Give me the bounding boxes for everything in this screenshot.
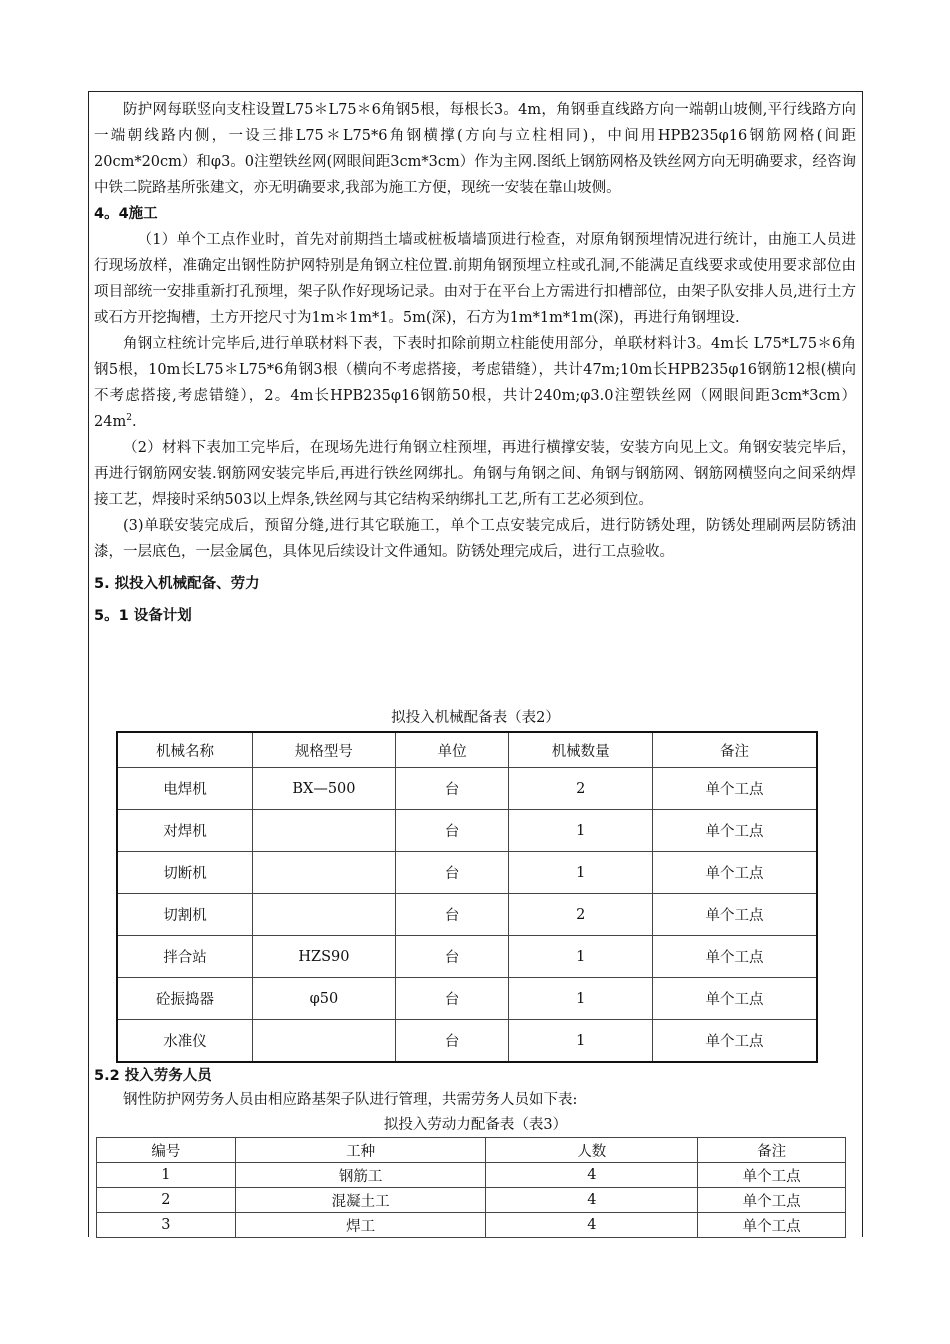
paragraph-labor-intro: 钢性防护网劳务人员由相应路基架子队进行管理，共需劳务人员如下表: bbox=[123, 1092, 578, 1108]
cell-spec bbox=[253, 1020, 396, 1063]
paragraph-step-1: （1）单个工点作业时，首先对前期挡土墙或桩板墙墙顶进行检查，对原角钢预埋情况进行统计，由施工人员进行现场放样，准确定出钢性防护网特别是角钢立柱位置.前期角钢预埋立柱或孔洞,不能满足直线要求或使用要求部位由项目部统一安排重新打孔预埋，架子队作好现场记录。由对于在平台上方需进行扣槽部位，由架子队安排人员,进行土方或石方开挖掏槽，土方开挖尺寸为1m＊1m*1。5m(深)，石方为1m*1m*1m(深)，再进行角钢埋设. bbox=[94, 232, 856, 326]
cell-remark: 单个工点 bbox=[698, 1188, 846, 1213]
heading-5-1-equipment-plan: 5。1 设备计划 bbox=[94, 608, 192, 624]
table-row bbox=[97, 1188, 846, 1213]
table-row bbox=[117, 810, 817, 852]
heading-4-4-construction: 4。4施工 bbox=[94, 206, 158, 222]
heading-5-2-labor: 5.2 投入劳务人员 bbox=[94, 1068, 212, 1084]
cell-headcount: 4 bbox=[486, 1163, 698, 1188]
header-machine-name: 机械名称 bbox=[117, 732, 253, 768]
cell-unit: 台 bbox=[395, 978, 509, 1020]
cell-headcount: 4 bbox=[486, 1213, 698, 1238]
cell-trade: 焊工 bbox=[235, 1213, 486, 1238]
cell-unit: 台 bbox=[395, 894, 509, 936]
cell-machine-name: 电焊机 bbox=[117, 768, 253, 810]
document-body bbox=[94, 97, 856, 629]
header-headcount: 人数 bbox=[486, 1138, 698, 1163]
cell-remark: 单个工点 bbox=[698, 1213, 846, 1238]
cell-unit: 台 bbox=[395, 936, 509, 978]
header-unit: 单位 bbox=[395, 732, 509, 768]
table-row bbox=[117, 768, 817, 810]
cell-remark: 单个工点 bbox=[652, 1020, 817, 1063]
cell-trade: 混凝土工 bbox=[235, 1188, 486, 1213]
paragraph-step-2: （2）材料下表加工完毕后，在现场先进行角钢立柱预埋，再进行横撑安装，安装方向见上文。角钢安装完毕后，再进行钢筋网安装.钢筋网安装完毕后,再进行铁丝网绑扎。角钢与角钢之间、角钢与钢筋网、钢筋网横竖向之间采纳焊接工艺，焊接时采纳503以上焊条,铁丝网与其它结构采纳绑扎工艺,所有工艺必须到位。 bbox=[94, 440, 856, 508]
cell-remark: 单个工点 bbox=[652, 810, 817, 852]
table-row bbox=[117, 1020, 817, 1063]
cell-unit: 台 bbox=[395, 810, 509, 852]
paragraph-material-list bbox=[94, 331, 856, 435]
cell-unit: 台 bbox=[395, 1020, 509, 1063]
equipment-table bbox=[116, 731, 818, 1063]
cell-quantity: 1 bbox=[509, 936, 653, 978]
table-row bbox=[117, 936, 817, 978]
cell-trade: 钢筋工 bbox=[235, 1163, 486, 1188]
cell-remark: 单个工点 bbox=[698, 1163, 846, 1188]
cell-machine-name: 切断机 bbox=[117, 852, 253, 894]
table-row bbox=[117, 894, 817, 936]
cell-machine-name: 水准仪 bbox=[117, 1020, 253, 1063]
cell-remark: 单个工点 bbox=[652, 936, 817, 978]
cell-number: 3 bbox=[97, 1213, 236, 1238]
labor-table-header-row bbox=[97, 1138, 846, 1163]
heading-5-machinery-labor: 5. 拟投入机械配备、劳力 bbox=[94, 576, 260, 592]
cell-remark: 单个工点 bbox=[652, 852, 817, 894]
cell-unit: 台 bbox=[395, 768, 509, 810]
cell-headcount: 4 bbox=[486, 1188, 698, 1213]
cell-unit: 台 bbox=[395, 852, 509, 894]
cell-machine-name: 拌合站 bbox=[117, 936, 253, 978]
header-remark: 备注 bbox=[698, 1138, 846, 1163]
header-trade: 工种 bbox=[235, 1138, 486, 1163]
cell-quantity: 2 bbox=[509, 768, 653, 810]
cell-machine-name: 切割机 bbox=[117, 894, 253, 936]
labor-section bbox=[94, 1064, 856, 1112]
equipment-table-header-row bbox=[117, 732, 817, 768]
cell-spec bbox=[253, 852, 396, 894]
cell-machine-name: 砼振捣器 bbox=[117, 978, 253, 1020]
cell-remark: 单个工点 bbox=[652, 978, 817, 1020]
cell-remark: 单个工点 bbox=[652, 768, 817, 810]
superscript-2: 2 bbox=[126, 413, 132, 424]
cell-spec bbox=[253, 894, 396, 936]
header-remark: 备注 bbox=[652, 732, 817, 768]
cell-spec: HZS90 bbox=[253, 936, 396, 978]
cell-quantity: 2 bbox=[509, 894, 653, 936]
cell-spec: BX—500 bbox=[253, 768, 396, 810]
table-row bbox=[117, 978, 817, 1020]
cell-quantity: 1 bbox=[509, 1020, 653, 1063]
material-list-end: . bbox=[131, 414, 137, 430]
cell-spec: φ50 bbox=[253, 978, 396, 1020]
cell-quantity: 1 bbox=[509, 978, 653, 1020]
header-quantity: 机械数量 bbox=[509, 732, 653, 768]
equipment-table-caption: 拟投入机械配备表（表2） bbox=[391, 710, 560, 726]
table-row bbox=[97, 1213, 846, 1238]
paragraph-step-3: (3)单联安装完成后，预留分缝,进行其它联施工，单个工点安装完成后，进行防锈处理，防锈处理刷两层防锈油漆，一层底色，一层金属色，具体见后续设计文件通知。防锈处理完成后，进行工点验收。 bbox=[94, 518, 856, 560]
table-row bbox=[97, 1163, 846, 1188]
cell-number: 2 bbox=[97, 1188, 236, 1213]
cell-quantity: 1 bbox=[509, 810, 653, 852]
labor-table-caption: 拟投入劳动力配备表（表3） bbox=[383, 1117, 568, 1133]
cell-remark: 单个工点 bbox=[652, 894, 817, 936]
labor-table bbox=[96, 1137, 846, 1238]
cell-number: 1 bbox=[97, 1163, 236, 1188]
header-number: 编号 bbox=[97, 1138, 236, 1163]
paragraph-guard-net-structure: 防护网每联竖向支柱设置L75＊L75＊6角钢5根，每根长3。4m，角钢垂直线路方向一端朝山坡侧,平行线路方向一端朝线路内侧，一设三排L75＊L75*6角钢横撑(方向与立柱相同)，中间用HPB235φ16钢筋网格(间距20cm*20cm）和φ3。0注塑铁丝网(网眼间距3cm*3cm）作为主网.图纸上钢筋网格及铁丝网方向无明确要求，经咨询中铁二院路基所张建文，亦无明确要求,我部为施工方便，现统一安装在靠山坡侧。 bbox=[94, 102, 856, 196]
cell-machine-name: 对焊机 bbox=[117, 810, 253, 852]
header-spec-model: 规格型号 bbox=[253, 732, 396, 768]
table-row bbox=[117, 852, 817, 894]
material-list-text: 角钢立柱统计完毕后,进行单联材料下表，下表时扣除前期立柱能使用部分，单联材料计3。4m长 L75*L75＊6角钢5根，10m长L75＊L75*6角钢3根（横向不考虑搭接，考虑错缝），共计47m;10m长HPB235φ16钢筋12根(横向不考虑搭接,考虑错缝），2。4m长HPB235φ16钢筋50根，共计240m;φ3.0注塑铁丝网（网眼间距3cm*3cm）24m bbox=[94, 336, 856, 430]
cell-quantity: 1 bbox=[509, 852, 653, 894]
cell-spec bbox=[253, 810, 396, 852]
